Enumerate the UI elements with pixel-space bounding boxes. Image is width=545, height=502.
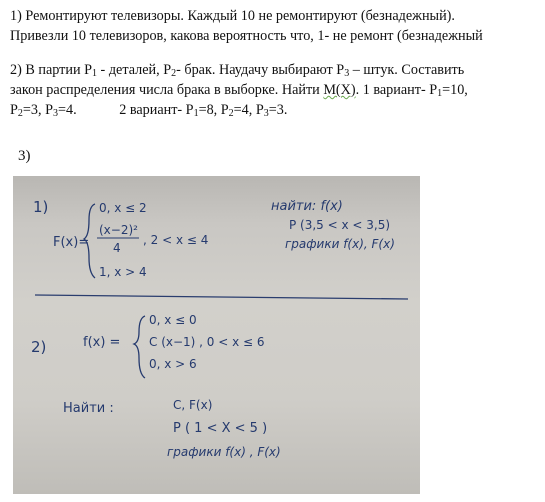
problem-1-line-2: Привезли 10 телевизоров, какова вероятность что, 1- не ремонт (безнадежный [10, 28, 483, 44]
task-2-fx: f(x) = [83, 335, 121, 350]
task-2-case-1: 0, x ≤ 0 [149, 313, 197, 327]
problem-1-line-1: 1) Ремонтируют телевизоры. Каждый 10 не ремонтируют (безнадежный). [10, 8, 455, 24]
problem-2-line-3: $P_2=3$, $P_3=4$. 2 вариант- $P_1=8$, $P_2=4$, $P_3=3$. [10, 102, 288, 119]
task-1-brace [84, 204, 95, 278]
divider-line [35, 295, 408, 299]
task-1-case-2-numerator: (x−2)² [99, 223, 138, 237]
task-1-find: найти: f(x) [271, 199, 343, 214]
task-2-probability: P ( 1 < X < 5 ) [173, 421, 268, 436]
handwritten-notes [13, 176, 420, 494]
mx-term: M(X) [323, 82, 356, 98]
task-2-case-2: C (x−1) , 0 < x ≤ 6 [149, 335, 265, 349]
task-1-graphs: графики f(x), F(x) [285, 237, 395, 251]
task-2-case-3: 0, x > 6 [149, 357, 197, 371]
problem-2-line-2: закон распределения числа брака в выборке. Найти M(X). 1 вариант- $P_1=10$, [10, 82, 468, 99]
handwritten-photo [13, 176, 420, 494]
problem-2-line-1: 2) В партии $P_1$ - деталей, $P_2-$ брак. Наудачу выбирают $P_3$ – штук. Составить [10, 62, 465, 79]
task-1-case-1: 0, x ≤ 2 [99, 201, 147, 215]
task-1-fx: F(x)= [53, 235, 90, 250]
task-2-brace [134, 316, 145, 378]
task-1-probability: P (3,5 < x < 3,5) [289, 218, 391, 232]
task-1-case-3: 1, x > 4 [99, 265, 147, 279]
task-2-c: C, F(x) [173, 398, 213, 412]
task-2-graphs: графики f(x) , F(x) [167, 445, 281, 459]
task-1-case-2-denominator: 4 [113, 241, 121, 255]
task-1-number: 1) [33, 198, 49, 216]
task-1-case-2-condition: , 2 < x ≤ 4 [143, 233, 209, 247]
task-2-find: Найти : [63, 401, 114, 416]
task-2-number: 2) [31, 338, 47, 356]
problem-3-label: 3) [18, 148, 31, 164]
